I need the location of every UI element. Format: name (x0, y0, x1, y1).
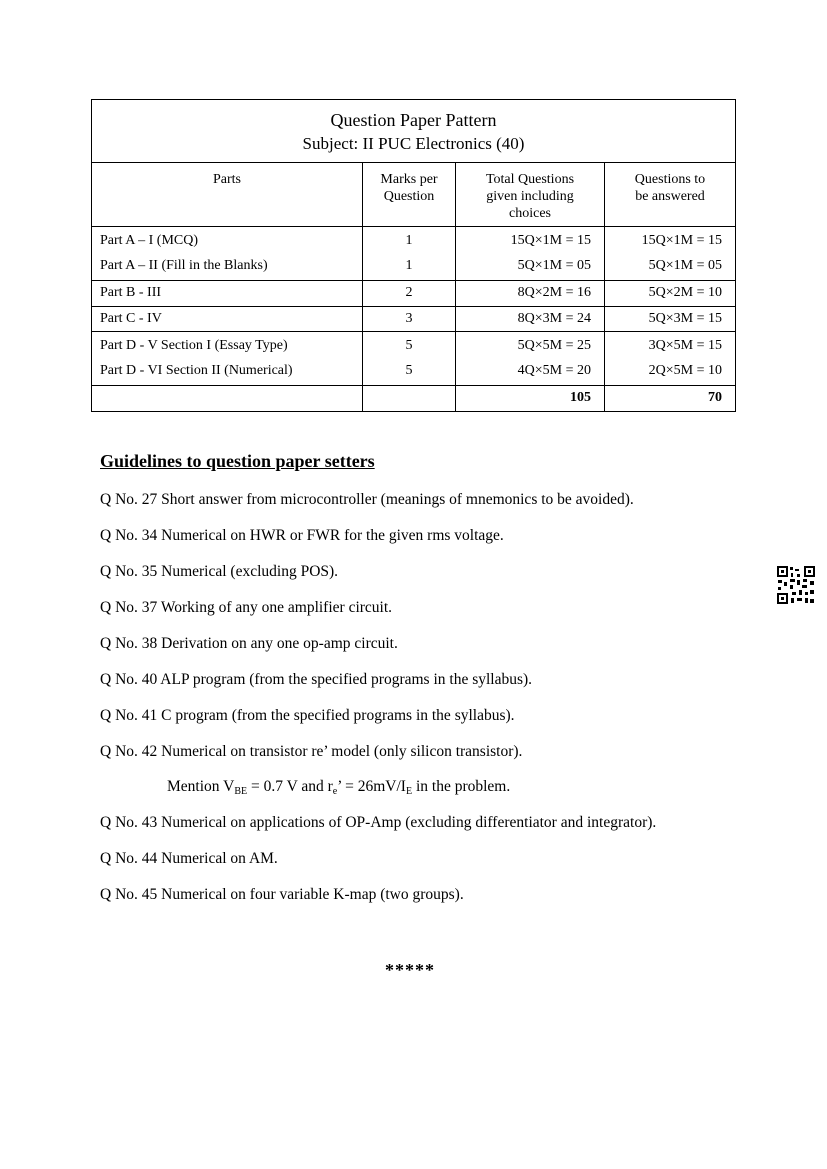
marks-value: 3 (405, 310, 413, 326)
answered-value: 15Q×1M = 15 (641, 233, 722, 248)
part-label: Part D - VI Section II (Numerical) (100, 362, 293, 378)
total-value: 4Q×5M = 20 (517, 362, 591, 378)
header-marks-2: Question (383, 189, 435, 204)
part-label: Part A – I (MCQ) (100, 233, 198, 248)
answered-value: 3Q×5M = 15 (648, 338, 722, 353)
end-stars: ***** (385, 960, 435, 980)
table-row (92, 281, 736, 307)
total-value: 8Q×2M = 16 (517, 285, 591, 300)
marks-value: 1 (405, 233, 413, 248)
total-value: 15Q×1M = 15 (510, 233, 591, 248)
guideline-item: Q No. 34 Numerical on HWR or FWR for the given rms voltage. (100, 527, 504, 544)
column-header-row (92, 163, 736, 227)
guideline-item: Q No. 43 Numerical on applications of OP-Amp (excluding differentiator and integrator). (100, 814, 657, 831)
header-answered-2: be answered (635, 189, 705, 204)
guideline-item: Q No. 37 Working of any one amplifier circuit. (100, 599, 393, 616)
guideline-item: Q No. 35 Numerical (excluding POS). (100, 563, 339, 580)
header-marks-1: Marks per (380, 172, 438, 187)
answered-value: 5Q×1M = 05 (648, 257, 722, 273)
header-total-3: choices (509, 206, 551, 221)
table-subject: Subject: II PUC Electronics (40) (302, 134, 525, 153)
guideline-item: Q No. 41 C program (from the specified programs in the syllabus). (100, 707, 515, 724)
total-sum: 105 (570, 390, 591, 405)
answered-value: 5Q×3M = 15 (648, 310, 722, 326)
header-total-2: given including (486, 189, 574, 204)
total-value: 5Q×1M = 05 (517, 257, 591, 273)
table-row (92, 332, 736, 386)
answered-value: 5Q×2M = 10 (648, 285, 722, 300)
table-title: Question Paper Pattern (330, 110, 497, 130)
guideline-item: Q No. 40 ALP program (from the specified programs in the syllabus). (100, 671, 533, 688)
part-label: Part C - IV (100, 310, 162, 326)
guidelines-heading: Guidelines to question paper setters (100, 451, 375, 471)
answered-sum: 70 (708, 390, 722, 405)
total-value: 8Q×3M = 24 (517, 310, 591, 326)
header-total-1: Total Questions (485, 172, 575, 187)
guideline-item: Q No. 38 Derivation on any one op-amp circuit. (100, 635, 398, 652)
total-value: 5Q×5M = 25 (517, 338, 591, 353)
mention-line: Mention $V_{BE} = 0.7$ V and $r_e$’ = $26mV/I_E$ in the problem. (167, 778, 511, 797)
marks-value: 1 (405, 257, 413, 273)
part-label: Part D - V Section I (Essay Type) (100, 338, 288, 353)
marks-value: 5 (405, 362, 413, 378)
table-row (92, 227, 736, 281)
header-answered-1: Questions to (634, 172, 706, 187)
guideline-item: Q No. 45 Numerical on four variable K-map (two groups). (100, 886, 464, 903)
table-row (92, 306, 736, 332)
answered-value: 2Q×5M = 10 (648, 362, 722, 378)
question-pattern-table (91, 99, 736, 412)
part-label: Part A – II (Fill in the Blanks) (100, 257, 268, 273)
marks-value: 5 (405, 338, 413, 353)
guideline-item: Q No. 44 Numerical on AM. (100, 850, 278, 867)
guideline-item: Q No. 27 Short answer from microcontroller (meanings of mnemonics to be avoided). (100, 491, 634, 508)
part-label: Part B - III (100, 285, 162, 300)
totals-row (92, 386, 736, 412)
header-parts: Parts (213, 172, 241, 187)
table-title-row (92, 100, 736, 163)
qr-code-icon (776, 565, 816, 605)
guideline-item: Q No. 42 Numerical on transistor re’ model (only silicon transistor). (100, 743, 523, 760)
marks-value: 2 (405, 285, 413, 300)
